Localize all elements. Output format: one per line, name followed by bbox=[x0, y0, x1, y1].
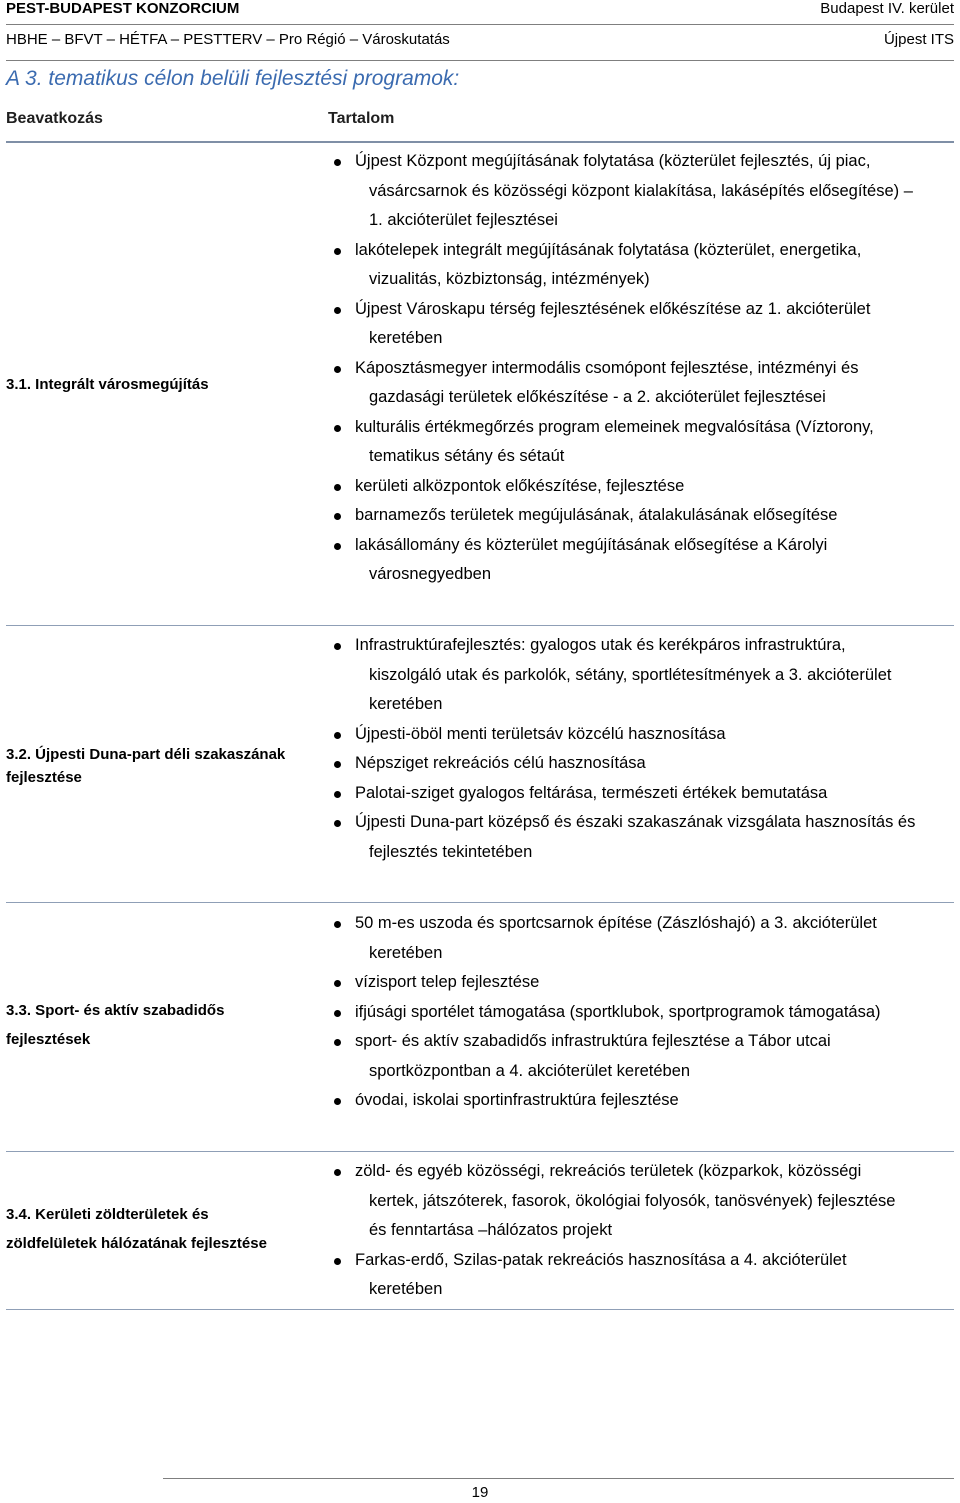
bullet-icon bbox=[334, 543, 341, 550]
row-label-line: fejlesztések bbox=[6, 1031, 91, 1048]
list-item bbox=[330, 354, 950, 413]
item-line: vizualitás, közbiztonság, intézmények) bbox=[369, 270, 650, 288]
bullet-icon bbox=[334, 513, 341, 520]
row-label-3-1 bbox=[6, 370, 311, 399]
column-header-intervention: Beavatkozás bbox=[6, 110, 103, 127]
list-item bbox=[330, 472, 950, 502]
row-divider bbox=[6, 1309, 954, 1310]
item-line: keretében bbox=[369, 695, 443, 713]
item-line: kiszolgáló utak és parkolók, sétány, sportlétesítmények a 3. akcióterület bbox=[369, 665, 892, 684]
list-item bbox=[330, 295, 950, 354]
row-items-3-4 bbox=[330, 1157, 950, 1305]
item-line: Infrastruktúrafejlesztés: gyalogos utak és kerékpáros infrastruktúra, bbox=[355, 636, 846, 654]
item-line: lakásállomány és közterület megújításának elősegítése a Károlyi bbox=[355, 535, 828, 554]
header-divider bbox=[6, 60, 954, 61]
row-divider bbox=[6, 1151, 954, 1152]
bullet-icon bbox=[334, 425, 341, 432]
item-line: vízisport telep fejlesztése bbox=[355, 973, 540, 991]
item-line: óvodai, iskolai sportinfrastruktúra fejlesztése bbox=[355, 1091, 679, 1109]
item-line: sport- és aktív szabadidős infrastruktúra fejlesztése a Tábor utcai bbox=[355, 1032, 831, 1050]
bullet-icon bbox=[334, 761, 341, 768]
item-line: keretében bbox=[369, 1280, 443, 1298]
item-line: Újpest Városkapu térség fejlesztésének előkészítése az 1. akcióterület bbox=[355, 299, 871, 318]
bullet-icon bbox=[334, 791, 341, 798]
row-label-line: 3.1. Integrált városmegújítás bbox=[6, 376, 209, 393]
row-items-3-1 bbox=[330, 147, 950, 590]
list-item bbox=[330, 631, 950, 720]
item-line: 1. akcióterület fejlesztései bbox=[369, 211, 558, 229]
item-line: Palotai-sziget gyalogos feltárása, természeti értékek bemutatása bbox=[355, 783, 828, 802]
list-item bbox=[330, 909, 950, 968]
list-item bbox=[330, 531, 950, 590]
bullet-icon bbox=[334, 1169, 341, 1176]
bullet-icon bbox=[334, 732, 341, 739]
row-divider bbox=[6, 902, 954, 903]
bullet-icon bbox=[334, 921, 341, 928]
row-label-line: 3.2. Újpesti Duna-part déli szakaszának bbox=[6, 746, 286, 763]
row-label-3-2 bbox=[6, 740, 311, 792]
item-line: ifjúsági sportélet támogatása (sportklubok, sportprogramok támogatása) bbox=[355, 1002, 881, 1021]
bullet-icon bbox=[334, 1258, 341, 1265]
item-line: Újpesti-öböl menti területsáv közcélú hasznosítása bbox=[355, 724, 726, 743]
list-item bbox=[330, 968, 950, 998]
list-item bbox=[330, 808, 950, 867]
item-line: és fenntartása –hálózatos projekt bbox=[369, 1221, 613, 1239]
item-line: barnamezős területek megújulásának, átalakulásának elősegítése bbox=[355, 506, 838, 524]
list-item bbox=[330, 998, 950, 1028]
item-line: kertek, játszóterek, fasorok, ökológiai folyosók, tanösvények) fejlesztése bbox=[369, 1191, 896, 1210]
item-line: 50 m-es uszoda és sportcsarnok építése (Zászlóshajó) a 3. akcióterület bbox=[355, 914, 877, 932]
list-item bbox=[330, 720, 950, 750]
item-line: keretében bbox=[369, 329, 443, 347]
item-line: tematikus sétány és sétaút bbox=[369, 447, 565, 465]
list-item bbox=[330, 1086, 950, 1116]
header-district: Budapest IV. kerület bbox=[820, 0, 954, 17]
item-line: Újpesti Duna-part középső és északi szakaszának vizsgálata hasznosítás és bbox=[355, 813, 916, 831]
bullet-icon bbox=[334, 159, 341, 166]
row-divider bbox=[6, 625, 954, 626]
bullet-icon bbox=[334, 980, 341, 987]
bullet-icon bbox=[334, 248, 341, 255]
footer-rule bbox=[163, 1478, 954, 1479]
list-item bbox=[330, 147, 950, 236]
list-item bbox=[330, 1027, 950, 1086]
item-line: városnegyedben bbox=[369, 565, 492, 583]
bullet-icon bbox=[334, 820, 341, 827]
row-label-3-4 bbox=[6, 1200, 311, 1258]
row-label-line: 3.4. Kerületi zöldterületek és bbox=[6, 1206, 209, 1223]
item-line: Farkas-erdő, Szilas-patak rekreációs hasznosítása a 4. akcióterület bbox=[355, 1250, 847, 1269]
item-line: kulturális értékmegőrzés program elemeinek megvalósítása (Víztorony, bbox=[355, 417, 874, 436]
bullet-icon bbox=[334, 1098, 341, 1105]
item-line: kerületi alközpontok előkészítése, fejlesztése bbox=[355, 476, 685, 495]
list-item bbox=[330, 413, 950, 472]
column-header-content: Tartalom bbox=[328, 110, 395, 127]
item-line: gazdasági területek előkészítése - a 2. akcióterület fejlesztései bbox=[369, 388, 826, 406]
section-title: A 3. tematikus célon belüli fejlesztési programok: bbox=[6, 67, 460, 90]
item-line: sportközpontban a 4. akcióterület keretében bbox=[369, 1061, 691, 1080]
list-item bbox=[330, 501, 950, 531]
header-divider bbox=[6, 24, 954, 25]
row-items-3-3 bbox=[330, 909, 950, 1116]
item-line: Népsziget rekreációs célú hasznosítása bbox=[355, 754, 646, 772]
page-number: 19 bbox=[471, 1484, 489, 1501]
table-header-rule bbox=[6, 141, 954, 143]
list-item bbox=[330, 749, 950, 779]
bullet-icon bbox=[334, 484, 341, 491]
list-item bbox=[330, 1246, 950, 1305]
row-label-3-3 bbox=[6, 996, 311, 1054]
item-line: keretében bbox=[369, 943, 443, 962]
bullet-icon bbox=[334, 366, 341, 373]
bullet-icon bbox=[334, 1039, 341, 1046]
row-label-line: fejlesztése bbox=[6, 769, 82, 786]
item-line: Újpest Központ megújításának folytatása (közterület fejlesztés, új piac, bbox=[355, 152, 871, 170]
header-partners: HBHE – BFVT – HÉTFA – PESTTERV – Pro Régió – Városkutatás bbox=[6, 31, 450, 48]
item-line: Káposztásmegyer intermodális csomópont fejlesztése, intézményi és bbox=[355, 358, 859, 377]
bullet-icon bbox=[334, 1010, 341, 1017]
row-items-3-2 bbox=[330, 631, 950, 867]
bullet-icon bbox=[334, 307, 341, 314]
header-doc: Újpest ITS bbox=[883, 31, 954, 48]
list-item bbox=[330, 779, 950, 809]
list-item bbox=[330, 1157, 950, 1246]
header-org: PEST-BUDAPEST KONZORCIUM bbox=[6, 0, 240, 17]
list-item bbox=[330, 236, 950, 295]
item-line: lakótelepek integrált megújításának folytatása (közterület, energetika, bbox=[355, 240, 862, 259]
item-line: vásárcsarnok és közösségi központ kialakítása, lakásépítés elősegítése) – bbox=[369, 181, 913, 200]
item-line: zöld- és egyéb közösségi, rekreációs területek (közparkok, közösségi bbox=[355, 1162, 862, 1180]
bullet-icon bbox=[334, 643, 341, 650]
row-label-line: 3.3. Sport- és aktív szabadidős bbox=[6, 1002, 225, 1019]
item-line: fejlesztés tekintetében bbox=[369, 842, 533, 861]
row-label-line: zöldfelületek hálózatának fejlesztése bbox=[6, 1235, 267, 1252]
